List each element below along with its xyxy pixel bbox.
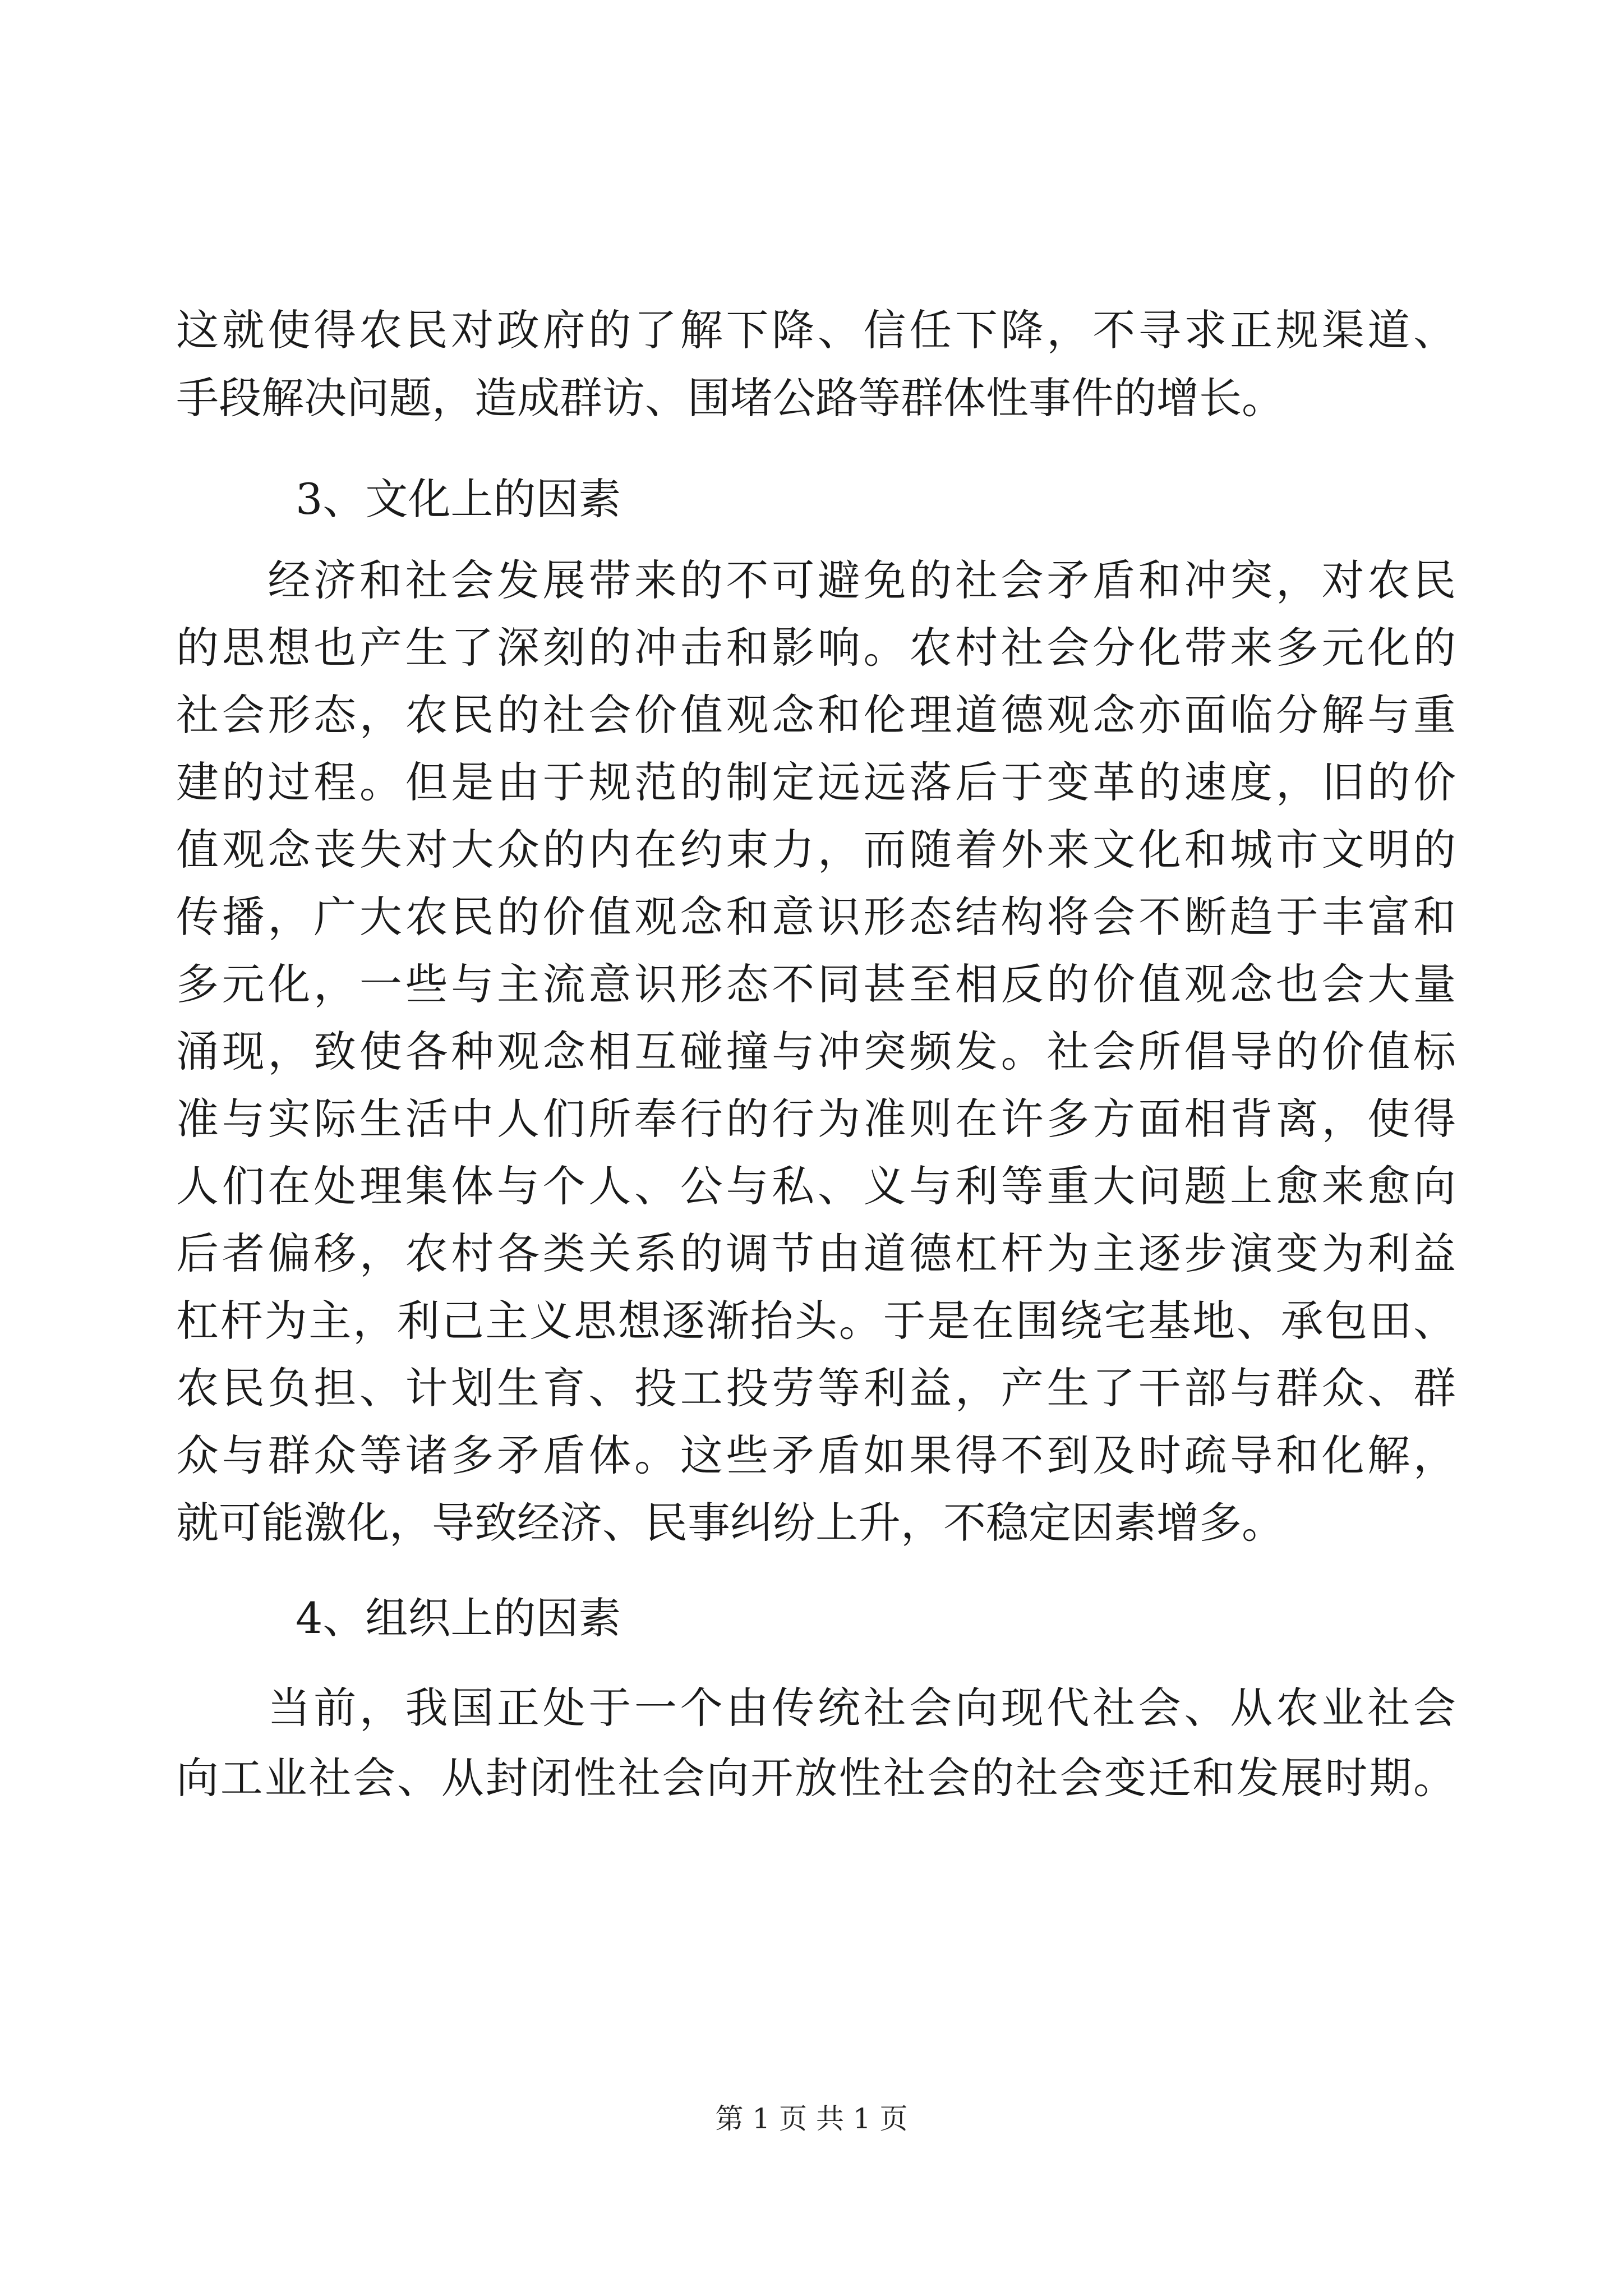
- text-line: 向工业社会、从封闭性社会向开放性社会的社会变迁和发展时期。: [176, 1753, 1456, 1803]
- section-heading: 4、组织上的因素: [296, 1593, 621, 1643]
- page-footer: 第 1 页 共 1 页: [715, 2102, 908, 2135]
- text-line: 人们在处理集体与个人、公与私、义与利等重大问题上愈来愈向: [176, 1161, 1456, 1211]
- section-heading: 3、文化上的因素: [296, 474, 621, 524]
- text-line: 农民负担、计划生育、投工投劳等利益，产生了干部与群众、群: [176, 1363, 1456, 1413]
- text-line: 建的过程。但是由于规范的制定远远落后于变革的速度，旧的价: [176, 757, 1456, 807]
- text-line: 手段解决问题，造成群访、围堵公路等群体性事件的增长。: [176, 373, 1284, 423]
- text-line: 准与实际生活中人们所奉行的行为准则在许多方面相背离，使得: [176, 1094, 1456, 1144]
- paragraph-first-line: 当前，我国正处于一个由传统社会向现代社会、从农业社会: [176, 1683, 1456, 1733]
- text-line: 传播，广大农民的价值观念和意识形态结构将会不断趋于丰富和: [176, 892, 1456, 942]
- text-line: 众与群众等诸多矛盾体。这些矛盾如果得不到及时疏导和化解，: [176, 1430, 1456, 1480]
- text-line: 值观念丧失对大众的内在约束力，而随着外来文化和城市文明的: [176, 825, 1456, 875]
- text-line: 后者偏移，农村各类关系的调节由道德杠杆为主逐步演变为利益: [176, 1228, 1456, 1278]
- text-line: 社会形态，农民的社会价值观念和伦理道德观念亦面临分解与重: [176, 690, 1456, 740]
- text-line: 多元化，一些与主流意识形态不同甚至相反的价值观念也会大量: [176, 959, 1456, 1009]
- text-line: 的思想也产生了深刻的冲击和影响。农村社会分化带来多元化的: [176, 623, 1456, 673]
- text-line: 就可能激化，导致经济、民事纠纷上升，不稳定因素增多。: [176, 1498, 1284, 1548]
- text-line: 涌现，致使各种观念相互碰撞与冲突频发。社会所倡导的价值标: [176, 1027, 1456, 1076]
- text-line: 杠杆为主，利己主义思想逐渐抬头。于是在围绕宅基地、承包田、: [176, 1296, 1456, 1346]
- text-line: 这就使得农民对政府的了解下降、信任下降，不寻求正规渠道、: [176, 305, 1456, 355]
- paragraph-first-line: 经济和社会发展带来的不可避免的社会矛盾和冲突，对农民: [176, 555, 1456, 605]
